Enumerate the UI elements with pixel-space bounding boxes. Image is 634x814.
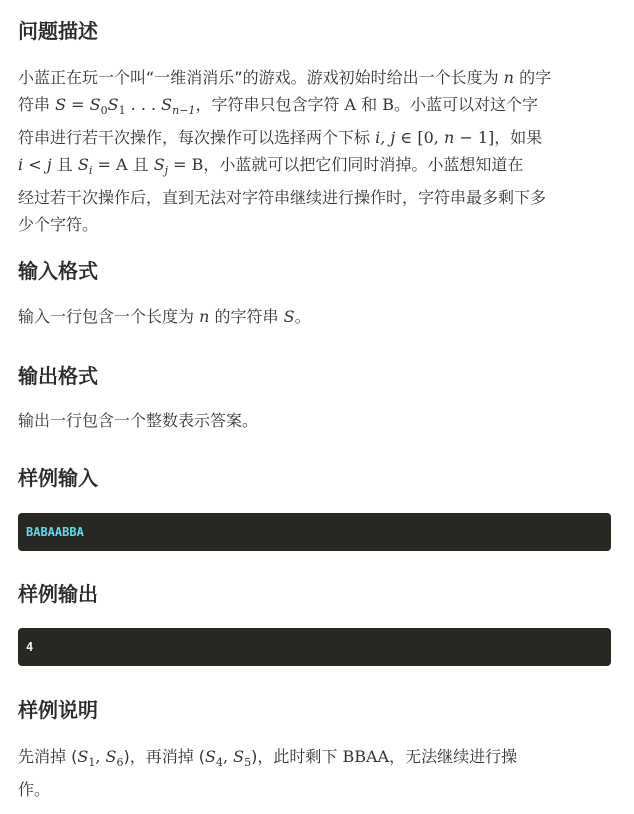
math-n: n <box>199 307 210 326</box>
math-sub: 1 <box>118 104 126 118</box>
math-eq-B: = B <box>168 155 204 175</box>
desc-text: 经过若干次操作后，直到无法对字符串继续进行操作时，字符串最多剩下多 <box>18 188 547 208</box>
sample-output-heading: 样例输出 <box>18 582 98 606</box>
sample-output-code: 4 <box>26 640 34 654</box>
desc-text: 符串进行若干次操作，每次操作可以选择两个下标 <box>18 128 376 148</box>
desc-text: 且 <box>127 155 154 175</box>
math-sub: 0 <box>100 104 108 118</box>
math-sub: 5 <box>244 756 252 770</box>
desc-text: 小蓝正在玩一个叫“一维消消乐”的游戏。游戏初始时给出一个长度为 <box>18 68 504 87</box>
math-j: j <box>46 155 52 175</box>
sample-input-code: BABAABBA <box>26 525 84 539</box>
input-text: 输入一行包含一个长度为 <box>18 307 200 326</box>
sample-input-code-block <box>18 513 611 551</box>
desc-text: 。小蓝可以对这个字 <box>394 95 539 114</box>
sample-explanation-heading: 样例说明 <box>18 698 98 722</box>
sample-output-code-block <box>18 628 611 666</box>
math-S: S <box>107 95 119 114</box>
sample-explanation-text <box>18 743 604 803</box>
input-text: 。 <box>294 307 311 326</box>
explain-text: )，此时剩下 <box>251 747 343 766</box>
output-format-text: 输出一行包含一个整数表示答案。 <box>18 411 259 430</box>
explain-text: 作。 <box>18 780 51 800</box>
desc-text: 少个字符。 <box>18 215 99 235</box>
desc-text: ，字符串只包含字符 <box>195 95 345 114</box>
math-sub: j <box>164 164 169 178</box>
output-format-heading: 输出格式 <box>18 364 98 388</box>
input-format-text <box>18 303 604 330</box>
math-S: S <box>153 155 165 175</box>
math-sub: 6 <box>116 756 124 770</box>
math-comma: , <box>223 747 234 766</box>
explain-text: ，无法继续进行操 <box>389 747 518 766</box>
desc-text: 且 <box>51 155 78 175</box>
desc-text: 符串 <box>18 95 56 114</box>
math-S: S = S <box>55 95 101 114</box>
desc-text: 的字 <box>513 68 552 87</box>
desc-text: ，如果 <box>494 128 543 148</box>
math-lt: < <box>23 155 47 175</box>
input-text: 的字符串 <box>209 307 284 326</box>
math-i: i <box>18 155 24 175</box>
math-BBAA: BBAA <box>342 747 390 766</box>
math-S: S <box>77 155 89 175</box>
math-B: B <box>382 95 395 114</box>
desc-text: ，小蓝就可以把它们同时消掉。小蓝想知道在 <box>203 155 524 175</box>
description-paragraph <box>18 64 604 238</box>
math-S: S <box>233 747 245 766</box>
math-sub: 4 <box>216 756 223 770</box>
desc-text: 和 <box>356 95 383 114</box>
math-sub: i <box>88 164 93 178</box>
input-format-heading: 输入格式 <box>18 259 98 283</box>
math-interval-end: − 1] <box>454 128 495 148</box>
explain-text: 先消掉 ( <box>18 747 78 766</box>
description-heading: 问题描述 <box>18 19 98 43</box>
math-S: S <box>105 747 117 766</box>
math-dots: . . . S <box>125 95 173 114</box>
math-ij: i, j <box>375 128 396 148</box>
math-n: n <box>443 128 455 148</box>
math-sub: n−1 <box>172 104 196 118</box>
math-interval: ∈ [0, <box>395 128 444 148</box>
math-S: S <box>205 747 216 766</box>
math-comma: , <box>95 747 106 766</box>
math-A: A <box>344 95 357 114</box>
explain-text: )，再消掉 ( <box>123 747 206 766</box>
math-sub: 1 <box>88 756 96 770</box>
math-S: S <box>283 307 295 326</box>
math-S: S <box>77 747 89 766</box>
sample-input-heading: 样例输入 <box>18 466 98 490</box>
math-eq-A: = A <box>92 155 128 175</box>
math-n: n <box>503 68 514 87</box>
